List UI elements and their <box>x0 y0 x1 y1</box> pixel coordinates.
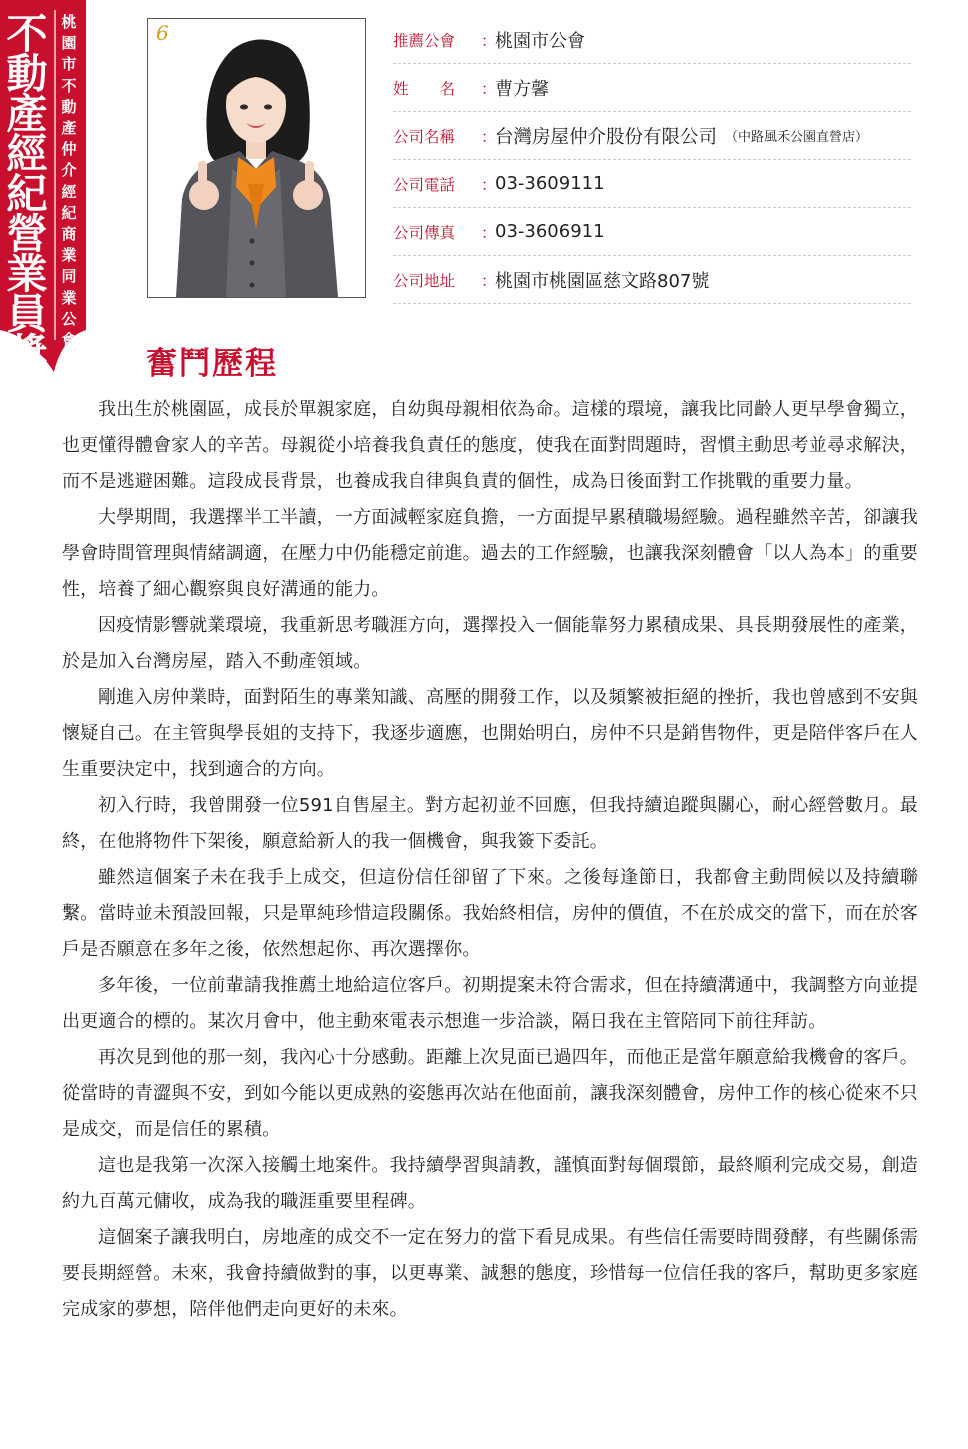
story-paragraph: 因疫情影響就業環境，我重新思考職涯方向，選擇投入一個能靠努力累積成果、具長期發展性的產業，於是加入台灣房屋，踏入不動產領域。 <box>62 615 918 672</box>
award-title-char: 獎 <box>6 330 48 378</box>
award-title-char: 業 <box>6 250 48 298</box>
info-label: 公司地址 <box>393 271 456 290</box>
association-char: 公 <box>61 309 77 328</box>
info-label: 公司名稱 <box>393 127 456 146</box>
portrait-illustration <box>148 19 365 297</box>
info-label: 推薦公會 <box>393 31 456 50</box>
association-char: 桃 <box>61 13 77 31</box>
info-value: 桃園市桃園區慈文路807號 <box>495 270 710 292</box>
info-colon: ： <box>481 127 497 146</box>
info-colon: ： <box>481 271 497 290</box>
info-label: 公司傳真 <box>393 223 456 242</box>
info-branch: （中路風禾公園直營店） <box>725 130 869 145</box>
info-row-association <box>393 16 911 64</box>
association-char: 市 <box>61 55 77 74</box>
association-name <box>58 12 80 351</box>
association-char: 介 <box>61 161 77 180</box>
info-row-name <box>393 64 911 112</box>
info-row-address <box>393 256 911 304</box>
award-title-char: 經 <box>6 130 48 178</box>
info-label: 公司電話 <box>393 175 456 194</box>
photo-number-mark: 6 <box>156 21 169 45</box>
info-row-phone <box>393 160 911 208</box>
portrait-photo <box>147 18 366 298</box>
award-title-char: 紀 <box>6 170 48 218</box>
association-char: 動 <box>61 97 77 116</box>
award-ribbon <box>0 0 86 378</box>
award-title-char: 營 <box>6 210 48 258</box>
info-colon: ： <box>481 79 497 98</box>
association-char: 產 <box>61 119 77 138</box>
info-label: 姓 名 <box>393 79 456 98</box>
story-body <box>62 392 918 1328</box>
section-title: 奮鬥歷程 <box>146 346 278 382</box>
association-char: 商 <box>61 225 77 244</box>
info-colon: ： <box>481 31 497 50</box>
info-row-company <box>393 112 911 160</box>
association-char: 仲 <box>61 140 77 159</box>
association-char: 業 <box>61 288 77 307</box>
association-char: 業 <box>61 246 77 265</box>
story-paragraph: 剛進入房仲業時，面對陌生的專業知識、高壓的開發工作，以及頻繁被拒絕的挫折，我也曾感到不安與懷疑自己。在主管與學長姐的支持下，我逐步適應，也開始明白，房仲不只是銷售物件，更是陪伴客戶在人生重要決定中，找到適合的方向。 <box>62 687 918 780</box>
story-paragraph: 這也是我第一次深入接觸土地案件。我持續學習與請教，謹慎面對每個環節，最終順利完成交易，創造約九百萬元傭收，成為我的職涯重要里程碑。 <box>62 1155 918 1212</box>
info-colon: ： <box>481 223 497 242</box>
story-paragraph: 大學期間，我選擇半工半讀，一方面減輕家庭負擔，一方面提早累積職場經驗。過程雖然辛苦，卻讓我學會時間管理與情緒調適，在壓力中仍能穩定前進。過去的工作經驗，也讓我深刻體會「以人為本」的重要性，培養了細心觀察與良好溝通的能力。 <box>62 507 918 600</box>
association-char: 不 <box>61 76 77 95</box>
association-char: 經 <box>61 182 77 201</box>
award-title-char: 員 <box>6 290 48 338</box>
info-value: 曹方馨 <box>495 78 549 100</box>
info-value: 03-3606911 <box>495 221 605 242</box>
award-title-char: 產 <box>6 90 48 138</box>
story-paragraph: 這個案子讓我明白，房地產的成交不一定在努力的當下看見成果。有些信任需要時間發酵，有些關係需要長期經營。未來，我會持續做對的事，以更專業、誠懇的態度，珍惜每一位信任我的客戶，幫助更多家庭完成家的夢想，陪伴他們走向更好的未來。 <box>62 1227 918 1320</box>
association-char: 園 <box>61 34 77 53</box>
story-paragraph: 多年後，一位前輩請我推薦土地給這位客戶。初期提案未符合需求，但在持續溝通中，我調整方向並提出更適合的標的。某次月會中，他主動來電表示想進一步洽談，隔日我在主管陪同下前往拜訪。 <box>62 975 918 1032</box>
award-title-char: 不 <box>6 10 48 58</box>
award-title-char: 動 <box>6 50 48 98</box>
profile-info <box>393 16 911 304</box>
association-char: 會 <box>61 331 77 350</box>
info-row-fax <box>393 208 911 256</box>
info-colon: ： <box>481 175 497 194</box>
info-value: 03-3609111 <box>495 173 605 194</box>
association-char: 紀 <box>61 203 77 222</box>
story-paragraph: 雖然這個案子未在我手上成交，但這份信任卻留了下來。之後每逢節日，我都會主動問候以及持續聯繫。當時並未預設回報，只是單純珍惜這段關係。我始終相信，房仲的價值，不在於成交的當下，而在於客戶是否願意在多年之後，依然想起你、再次選擇你。 <box>62 867 918 960</box>
story-paragraph: 再次見到他的那一刻，我內心十分感動。距離上次見面已過四年，而他正是當年願意給我機會的客戶。從當時的青澀與不安，到如今能以更成熟的姿態再次站在他面前，讓我深刻體會，房仲工作的核心從來不只是成交，而是信任的累積。 <box>62 1047 918 1140</box>
association-char: 同 <box>61 267 77 286</box>
story-paragraph: 初入行時，我曾開發一位591自售屋主。對方起初並不回應，但我持續追蹤與關心，耐心經營數月。最終，在他將物件下架後，願意給新人的我一個機會，與我簽下委託。 <box>62 795 918 852</box>
info-value: 桃園市公會 <box>495 30 585 52</box>
story-paragraph: 我出生於桃園區，成長於單親家庭，自幼與母親相依為命。這樣的環境，讓我比同齡人更早學會獨立，也更懂得體會家人的辛苦。母親從小培養我負責任的態度，使我在面對問題時，習慣主動思考並尋求解決，而不是逃避困難。這段成長背景，也養成我自律與負責的個性，成為日後面對工作挑戰的重要力量。 <box>62 399 918 492</box>
award-title <box>2 10 52 378</box>
info-value: 台灣房屋仲介股份有限公司 <box>495 126 718 148</box>
